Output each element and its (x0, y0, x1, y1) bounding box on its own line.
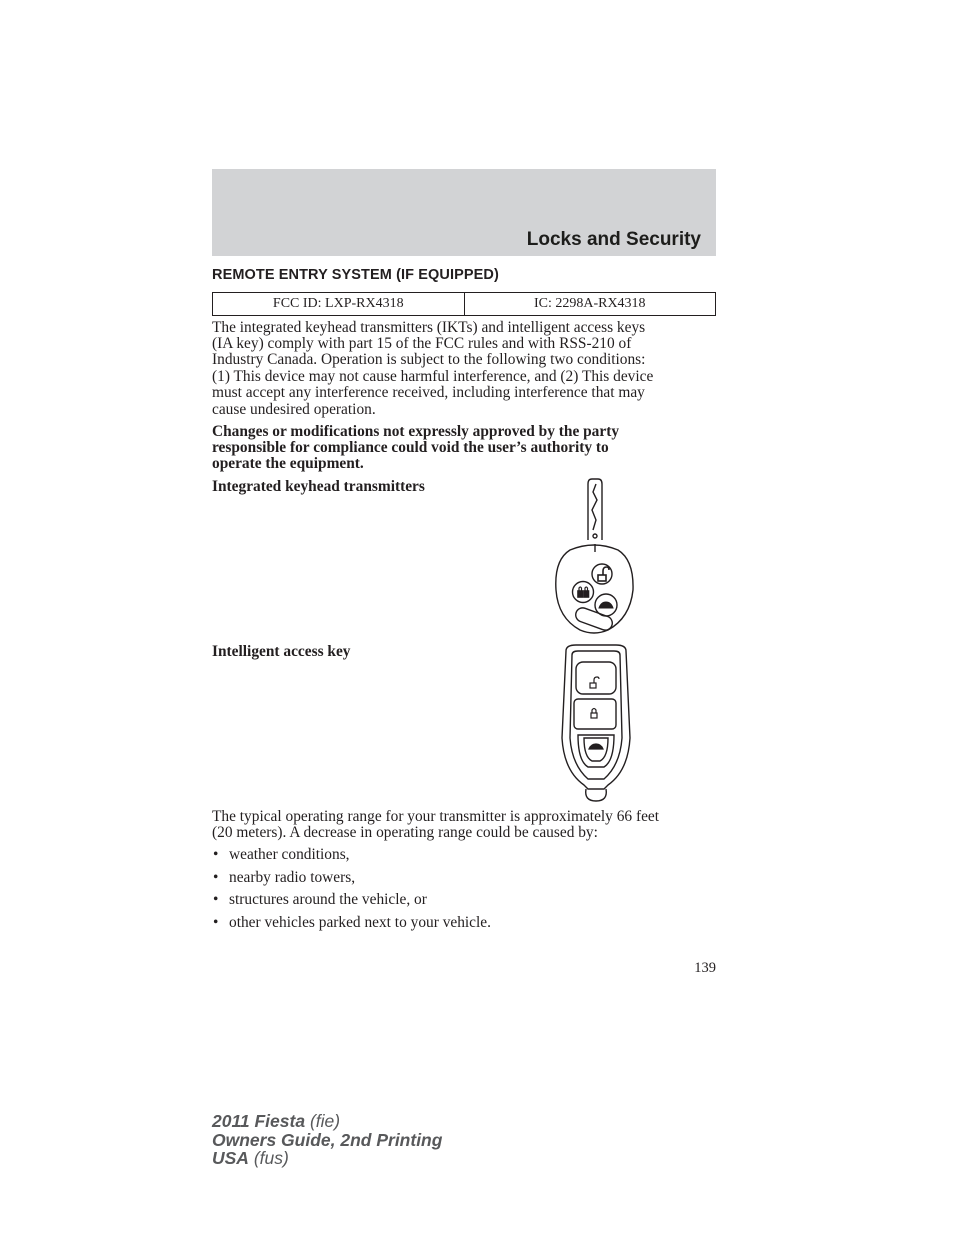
list-item (212, 846, 720, 869)
interference-list (212, 846, 720, 937)
range-paragraph (212, 809, 720, 842)
footer-line-model (212, 1112, 442, 1131)
range-line: (20 meters). A decrease in operating range could be caused by: (212, 823, 598, 841)
keyhead-transmitter-icon (548, 478, 640, 638)
page-title: Locks and Security (526, 229, 701, 250)
warning-line: operate the equipment. (212, 455, 364, 473)
footer-market-code: (fus) (248, 1148, 289, 1169)
list-item (212, 869, 720, 892)
compliance-line: must accept any interference received, including interference that may (212, 384, 645, 402)
bullet-marker: • (213, 914, 219, 932)
warning-line: Changes or modifications not expressly approved by the party (212, 422, 620, 440)
footer-model: 2011 Fiesta (212, 1111, 306, 1131)
page-number: 139 (694, 960, 716, 976)
list-item-text: weather conditions, (229, 846, 350, 863)
list-item-text: other vehicles parked next to your vehicle. (229, 914, 491, 932)
warning-line: responsible for compliance could void the user’s authority to (212, 438, 609, 456)
bullet-marker: • (213, 868, 219, 886)
footer-model-code: (fie) (305, 1111, 341, 1131)
ia-key-label: Intelligent access key (212, 642, 351, 660)
compliance-line: (1) This device may not cause harmful interference, and (2) This device (212, 367, 654, 385)
compliance-line: The integrated keyhead transmitters (IKTs) and intelligent access keys (212, 318, 646, 336)
list-item-text: nearby radio towers, (229, 868, 356, 886)
footer-market: USA (212, 1148, 249, 1169)
compliance-line: cause undesired operation. (212, 400, 376, 418)
compliance-line: (IA key) comply with part 15 of the FCC rules and with RSS-210 of (212, 334, 632, 352)
bullet-marker: • (213, 846, 219, 863)
bullet-marker: • (213, 891, 219, 909)
footer-guide: Owners Guide, 2nd Printing (212, 1129, 443, 1150)
ikt-label: Integrated keyhead transmitters (212, 477, 425, 495)
ic-cell: IC: 2298A-RX4318 (464, 293, 716, 315)
compliance-paragraph (212, 320, 720, 418)
footer-line-market (212, 1149, 442, 1168)
warning-paragraph (212, 424, 720, 473)
header-band (212, 169, 716, 256)
intelligent-access-key-icon (556, 643, 636, 803)
id-table (212, 292, 716, 316)
list-item (212, 914, 720, 937)
fcc-id-cell: FCC ID: LXP-RX4318 (272, 296, 404, 311)
section-heading: REMOTE ENTRY SYSTEM (IF EQUIPPED) (212, 267, 499, 283)
footer (212, 1112, 442, 1168)
list-item (212, 891, 720, 914)
compliance-line: Industry Canada. Operation is subject to the following two conditions: (212, 351, 646, 369)
range-line: The typical operating range for your transmitter is approximately 66 feet (212, 807, 660, 825)
list-item-text: structures around the vehicle, or (229, 891, 427, 909)
